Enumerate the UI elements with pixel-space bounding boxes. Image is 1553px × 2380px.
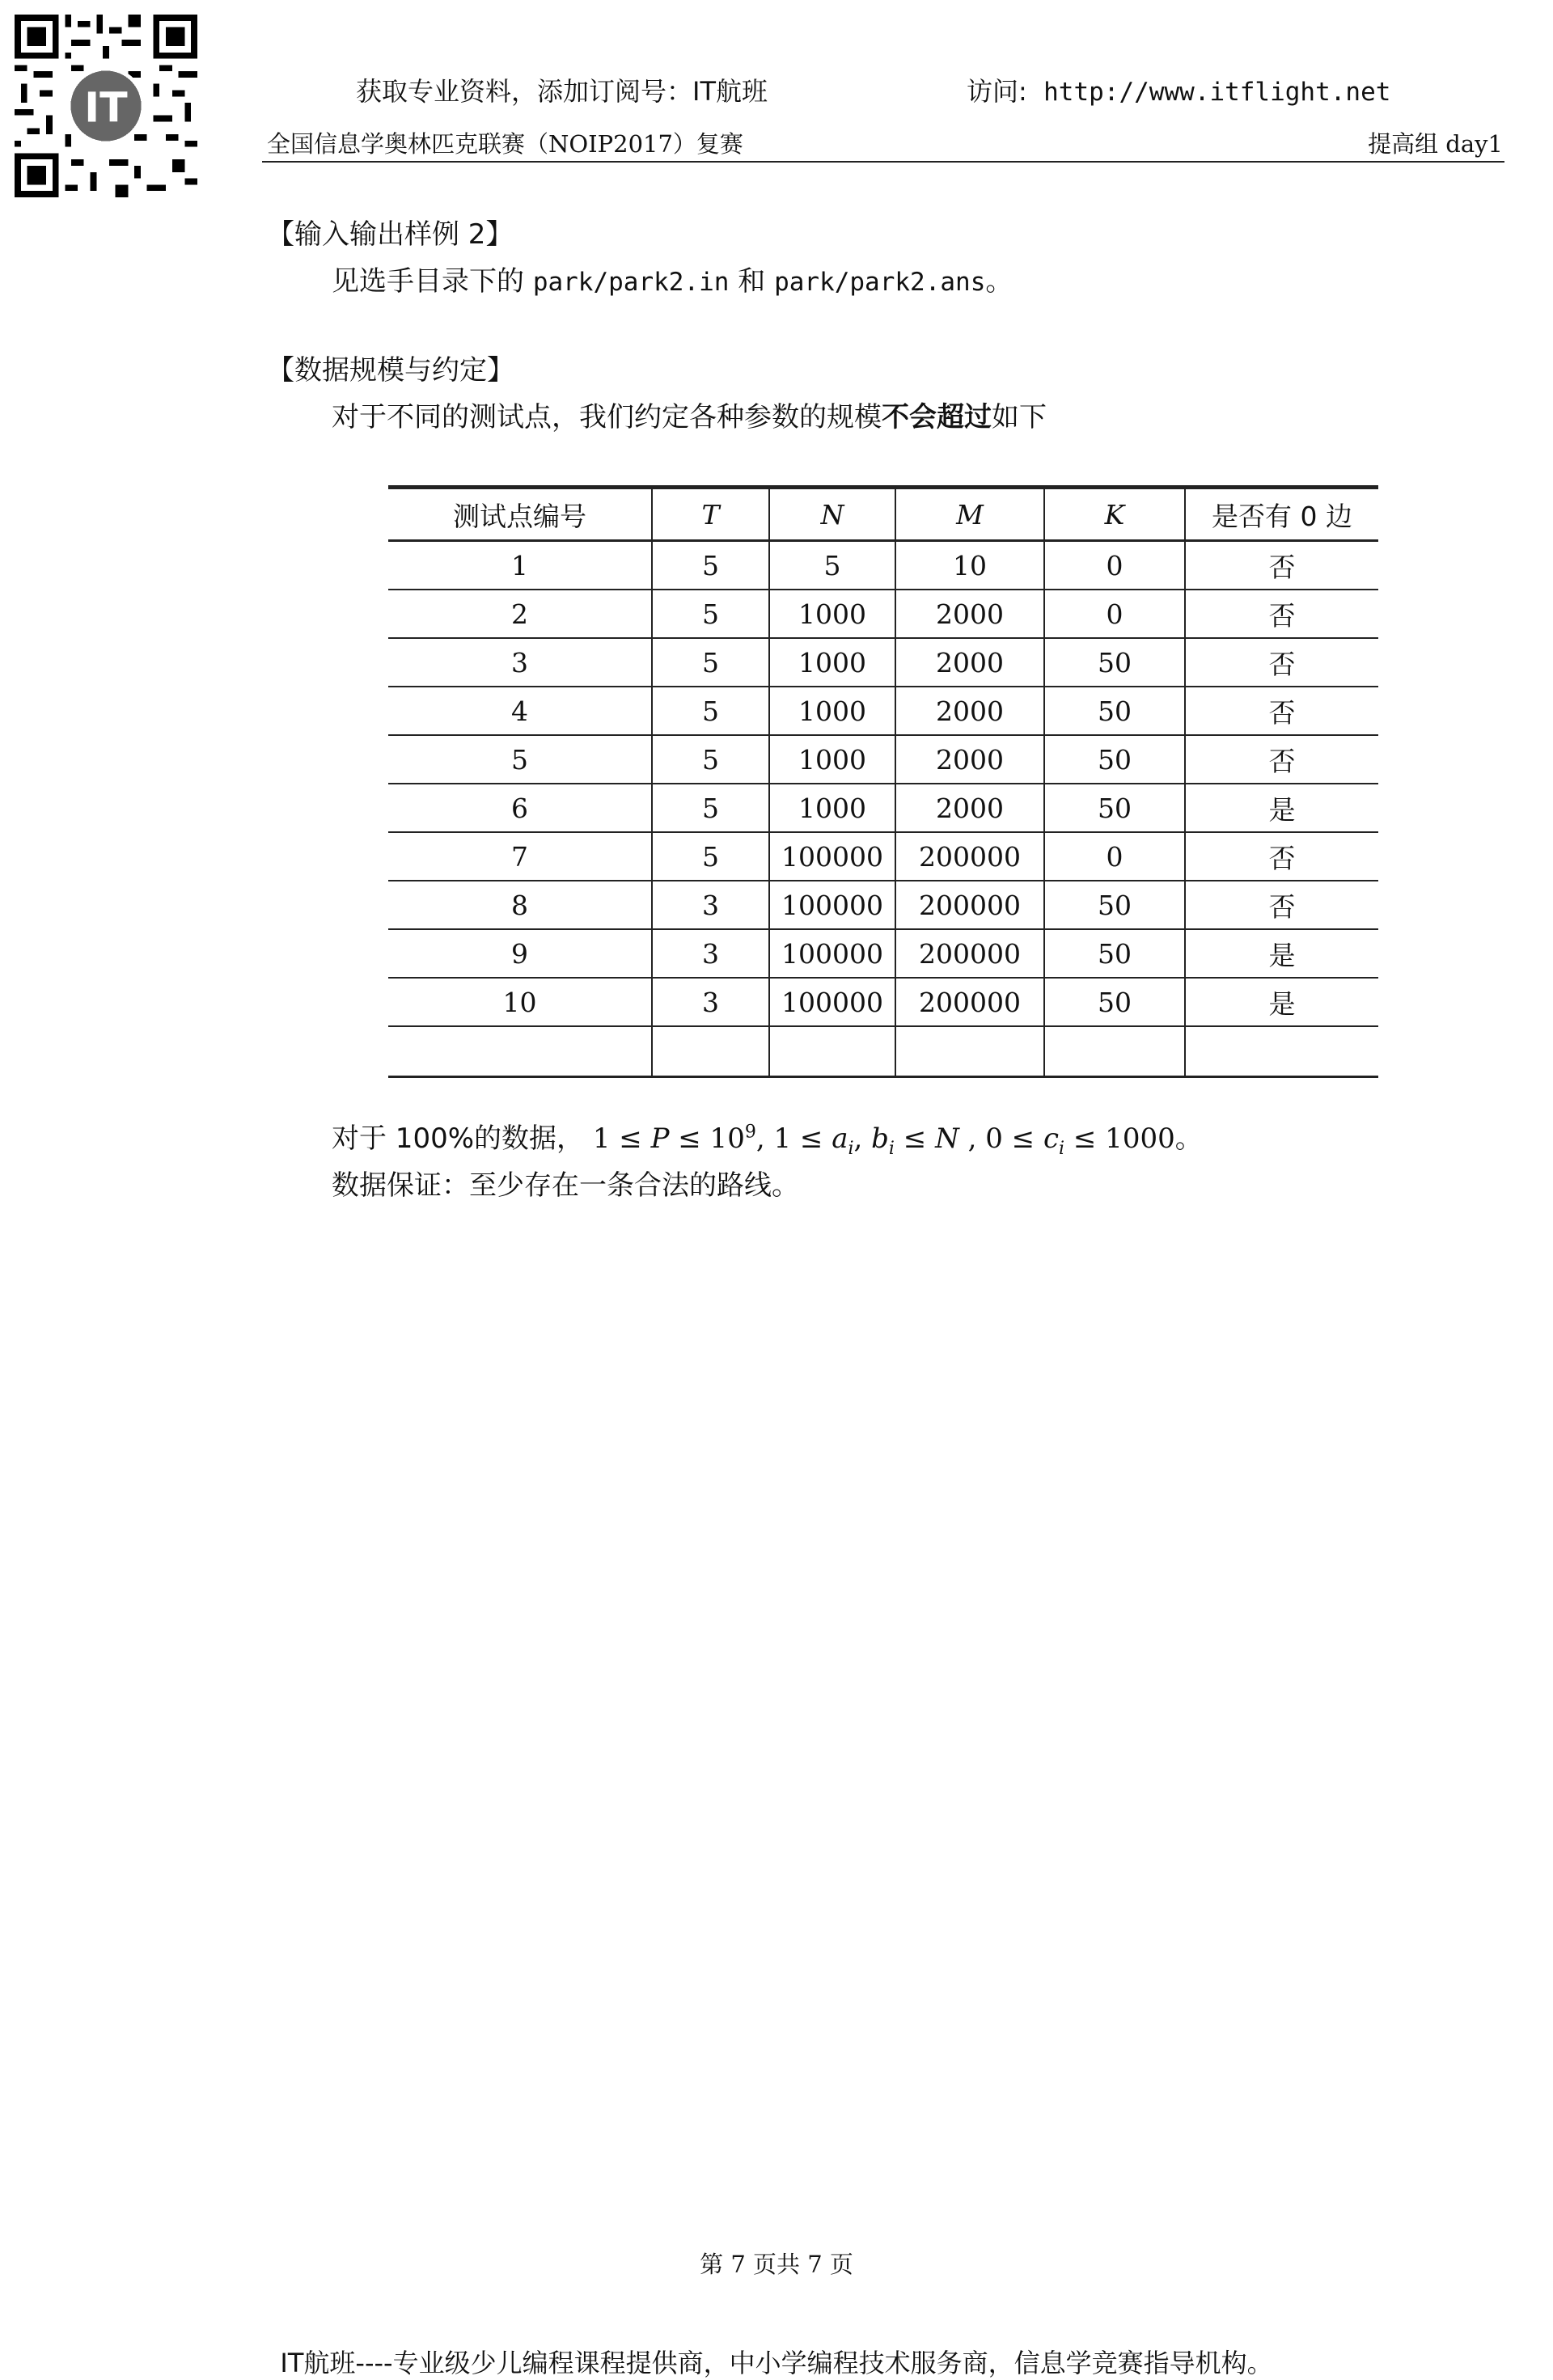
- table-cell: 100000: [769, 929, 895, 978]
- note-sub-i2: i: [888, 1138, 895, 1159]
- table-row: [388, 832, 1378, 881]
- table-cell-empty: [1185, 1026, 1378, 1077]
- note-var-p: P: [650, 1122, 670, 1155]
- table-cell: 5: [652, 832, 769, 881]
- note-le-n: ≤: [894, 1122, 936, 1155]
- table-row-empty: [388, 1026, 1378, 1077]
- table-cell: 3: [652, 881, 769, 929]
- sample-heading: 【输入输出样例 2】: [267, 218, 514, 251]
- table-row: [388, 929, 1378, 978]
- table-cell: 否: [1185, 735, 1378, 784]
- contest-group: 提高组 day1: [1368, 130, 1503, 158]
- note-sep1: 1 ≤: [584, 1122, 651, 1155]
- table-cell: 100000: [769, 881, 895, 929]
- note-sep2: , 1 ≤: [755, 1122, 832, 1155]
- table-cell: 1000: [769, 784, 895, 832]
- footer-slogan: IT航班----专业级少儿编程课程提供商，中小学编程技术服务商，信息学竞赛指导机构。: [280, 2348, 1273, 2378]
- table-cell: 1000: [769, 590, 895, 638]
- table-cell: 200000: [895, 881, 1044, 929]
- note-tail: ≤ 1000。: [1064, 1122, 1203, 1155]
- header-zero-edge: 是否有 0 边: [1185, 488, 1378, 541]
- table-cell: 50: [1044, 881, 1185, 929]
- table-row: [388, 881, 1378, 929]
- table-row: [388, 590, 1378, 638]
- table-cell: 3: [652, 929, 769, 978]
- header-k: K: [1044, 488, 1185, 541]
- visit-label: 访问:: [967, 76, 1027, 107]
- table-cell: 50: [1044, 784, 1185, 832]
- table-cell-empty: [895, 1026, 1044, 1077]
- note-sub-i1: i: [848, 1138, 854, 1159]
- table-cell: 5: [652, 784, 769, 832]
- table-cell: 5: [511, 743, 528, 776]
- table-cell: 0: [1044, 832, 1185, 881]
- header-divider: [262, 161, 1504, 163]
- table-cell: 1000: [769, 735, 895, 784]
- table-cell: 是: [1185, 929, 1378, 978]
- table-cell-empty: [388, 1026, 652, 1077]
- table-cell: 2000: [895, 784, 1044, 832]
- table-cell: 3: [652, 978, 769, 1026]
- table-cell: 5: [652, 687, 769, 735]
- table-row: [388, 638, 1378, 687]
- table-cell: 200000: [895, 929, 1044, 978]
- table-cell: 50: [1044, 687, 1185, 735]
- sample-text-mid: 和: [729, 265, 775, 298]
- table-cell: 50: [1044, 929, 1185, 978]
- note-exp: 9: [744, 1122, 756, 1143]
- note-var-c: c: [1043, 1122, 1060, 1155]
- table-row: [388, 687, 1378, 735]
- table-cell: 否: [1185, 832, 1378, 881]
- header-m: M: [895, 488, 1044, 541]
- table-cell: 2: [511, 598, 528, 630]
- table-cell: 50: [1044, 735, 1185, 784]
- page-number: 第 7 页共 7 页: [700, 2251, 853, 2278]
- table-row: [388, 978, 1378, 1026]
- scale-intro-bold: 不会超过: [882, 401, 992, 433]
- table-cell: 否: [1185, 881, 1378, 929]
- table-cell: 0: [1044, 590, 1185, 638]
- table-cell: 2000: [895, 735, 1044, 784]
- sample-text-after: 。: [985, 265, 1013, 298]
- table-cell: 1000: [769, 687, 895, 735]
- note-comma: ,: [853, 1122, 872, 1155]
- table-cell: 5: [652, 638, 769, 687]
- sample-file-in: park/park2.in: [532, 268, 730, 297]
- table-cell: 否: [1185, 590, 1378, 638]
- table-row: [388, 541, 1378, 590]
- table-cell: 7: [511, 840, 528, 873]
- table-cell: 是: [1185, 978, 1378, 1026]
- table-cell: 否: [1185, 638, 1378, 687]
- note-prefix: 对于 100%的数据，: [332, 1122, 585, 1155]
- note-var-b: b: [871, 1122, 889, 1155]
- table-row: [388, 784, 1378, 832]
- table-cell: 100000: [769, 832, 895, 881]
- constraints-table: [388, 485, 1378, 1078]
- qr-code: [15, 15, 197, 197]
- table-cell: 1: [511, 549, 528, 581]
- promo-text: 获取专业资料，添加订阅号：IT航班: [356, 76, 768, 107]
- table-cell: 6: [511, 792, 528, 824]
- table-header-row: [388, 488, 1378, 541]
- table-cell: 200000: [895, 832, 1044, 881]
- table-cell-empty: [652, 1026, 769, 1077]
- data-guarantee: 数据保证：至少存在一条合法的路线。: [332, 1169, 799, 1202]
- note-sep3: , 0 ≤: [958, 1122, 1043, 1155]
- table-cell: 1000: [769, 638, 895, 687]
- table-cell: 5: [652, 735, 769, 784]
- table-cell: 4: [511, 695, 528, 727]
- table-cell: 10: [895, 541, 1044, 590]
- note-sub-i3: i: [1059, 1138, 1065, 1159]
- note-formula: [584, 1122, 1203, 1159]
- note-var-n: N: [935, 1122, 959, 1155]
- table-cell: 5: [769, 541, 895, 590]
- promo-url[interactable]: http://www.itflight.net: [1043, 78, 1391, 107]
- scale-heading: 【数据规模与约定】: [267, 354, 514, 387]
- svg-text:IT: IT: [84, 83, 128, 132]
- table-cell-empty: [769, 1026, 895, 1077]
- header-test-id: 测试点编号: [453, 500, 586, 532]
- table-cell: 9: [511, 937, 528, 970]
- table-cell: 100000: [769, 978, 895, 1026]
- table-cell: 5: [652, 541, 769, 590]
- header-t: T: [652, 488, 769, 541]
- contest-title: 全国信息学奥林匹克联赛（NOIP2017）复赛: [267, 130, 743, 158]
- table-cell: 50: [1044, 978, 1185, 1026]
- scale-intro-before: 对于不同的测试点，我们约定各种参数的规模: [332, 401, 882, 433]
- table-cell: 是: [1185, 784, 1378, 832]
- note-var-a: a: [832, 1122, 848, 1155]
- table-cell: 3: [511, 646, 528, 678]
- table-cell-empty: [1044, 1026, 1185, 1077]
- table-cell: 50: [1044, 638, 1185, 687]
- scale-intro: [332, 395, 1047, 434]
- sample-text: [332, 259, 1013, 298]
- note-le: ≤ 10: [669, 1122, 745, 1155]
- table-cell: 10: [502, 986, 537, 1018]
- table-cell: 2000: [895, 590, 1044, 638]
- table-cell: 8: [511, 889, 528, 921]
- table-row: [388, 735, 1378, 784]
- table-cell: 否: [1185, 687, 1378, 735]
- table-cell: 否: [1185, 541, 1378, 590]
- table-cell: 2000: [895, 638, 1044, 687]
- scale-intro-after: 如下: [992, 401, 1047, 433]
- table-cell: 200000: [895, 978, 1044, 1026]
- sample-file-ans: park/park2.ans: [774, 268, 986, 297]
- table-cell: 0: [1044, 541, 1185, 590]
- promo-visit: [967, 71, 1390, 108]
- header-n: N: [769, 488, 895, 541]
- table-cell: 5: [652, 590, 769, 638]
- table-cell: 2000: [895, 687, 1044, 735]
- sample-text-before: 见选手目录下的: [332, 265, 533, 298]
- data-range-note: [332, 1116, 1203, 1159]
